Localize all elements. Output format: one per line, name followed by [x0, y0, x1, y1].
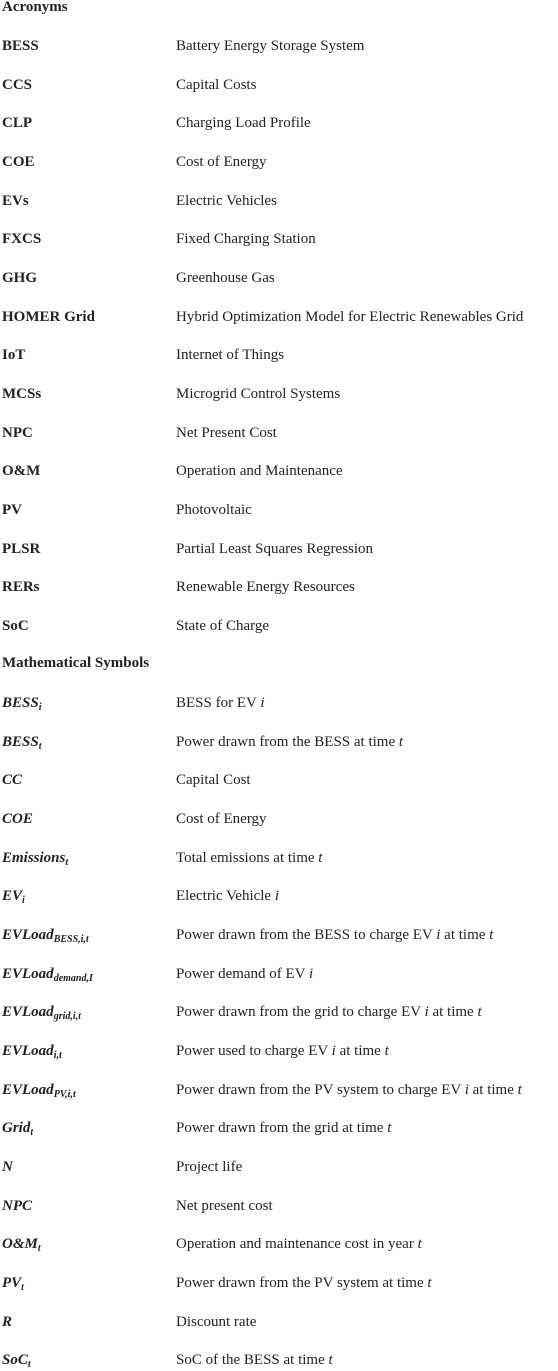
- symbol-term: [2, 1040, 62, 1062]
- symbol-subscript: t: [38, 740, 42, 752]
- symbol-definition: [176, 1349, 333, 1371]
- symbol-base: O&M: [2, 1236, 38, 1253]
- symbol-row: [0, 1040, 558, 1062]
- definition-text: BESS for EV: [176, 695, 261, 711]
- symbol-term: [2, 1233, 41, 1255]
- symbol-definition: [176, 1195, 273, 1217]
- symbol-base: SoC: [2, 1352, 28, 1369]
- acronym-row: [0, 499, 558, 521]
- definition-text: Operation and maintenance cost in year: [176, 1236, 418, 1253]
- acronym-definition: Photovoltaic: [176, 502, 252, 518]
- symbol-subscript: PV,i,t: [53, 1088, 76, 1100]
- acronym-term: BESS: [2, 38, 39, 54]
- acronym-term: RERs: [2, 579, 40, 596]
- math-variable: t: [427, 1275, 432, 1292]
- symbol-definition: [176, 1040, 389, 1062]
- symbol-subscript: t: [21, 1282, 24, 1294]
- definition-text: Power drawn from the PV system to charge EV: [176, 1081, 465, 1098]
- acronym-term: SoC: [2, 618, 29, 635]
- symbol-definition: [176, 808, 267, 830]
- acronym-term: PV: [2, 502, 22, 518]
- symbol-term: [2, 1349, 31, 1371]
- symbol-subscript: grid,i,t: [53, 1011, 81, 1023]
- acronym-row: [0, 422, 558, 444]
- acronym-definition: Capital Costs: [176, 76, 257, 93]
- symbol-term: [2, 847, 68, 869]
- symbol-term: [2, 808, 33, 830]
- symbol-base: EVLoad: [2, 1004, 54, 1021]
- definition-text: Power used to charge EV: [176, 1043, 332, 1059]
- definition-text: Total emissions at time: [176, 849, 319, 866]
- acronym-definition: Net Present Cost: [176, 424, 277, 441]
- acronym-term: NPC: [2, 424, 33, 441]
- symbol-term: [2, 1117, 33, 1139]
- acronym-row: [0, 35, 558, 57]
- definition-text: Cost of Energy: [176, 811, 267, 827]
- acronym-definition: Cost of Energy: [176, 154, 267, 170]
- acronym-definition: Internet of Things: [176, 347, 285, 364]
- acronym-row: [0, 74, 558, 96]
- symbol-row: [0, 847, 558, 869]
- acronym-row: [0, 538, 558, 560]
- symbol-term: [2, 963, 93, 985]
- symbol-base: Emissions: [2, 849, 66, 866]
- symbol-base: NPC: [2, 1197, 32, 1214]
- definition-text: Net present cost: [176, 1197, 273, 1214]
- symbol-row: [0, 924, 558, 946]
- acronym-definition: Renewable Energy Resources: [176, 579, 355, 596]
- symbol-term: [2, 692, 41, 714]
- symbol-base: EVLoad: [2, 927, 54, 943]
- math-variable: t: [517, 1081, 522, 1098]
- definition-text: Electric Vehicle: [176, 888, 275, 905]
- acronym-row: [0, 267, 558, 289]
- acronym-definition: Operation and Maintenance: [176, 463, 343, 480]
- symbol-base: EVLoad: [2, 1081, 54, 1098]
- acronym-row: [0, 190, 558, 212]
- acronym-definition: Microgrid Control Systems: [176, 386, 341, 402]
- math-variable: t: [489, 927, 494, 943]
- definition-text: at time: [428, 1004, 478, 1021]
- math-variable: i: [309, 965, 314, 982]
- definition-text: Discount rate: [176, 1313, 257, 1330]
- symbol-subscript: t: [65, 856, 69, 868]
- acronym-definition: State of Charge: [176, 618, 270, 635]
- symbol-row: [0, 1349, 558, 1371]
- math-variable: t: [398, 733, 404, 750]
- symbol-term: [2, 1272, 24, 1294]
- acronym-term: CCS: [2, 76, 33, 93]
- definition-text: Power drawn from the grid to charge EV: [176, 1004, 425, 1021]
- symbol-row: [0, 1195, 558, 1217]
- acronym-definition: Charging Load Profile: [176, 115, 311, 132]
- symbol-row: [0, 963, 558, 985]
- symbol-row: [0, 1117, 558, 1139]
- definition-text: Power demand of EV: [176, 965, 310, 982]
- symbol-subscript: i: [22, 895, 25, 907]
- symbol-base: EVLoad: [2, 965, 54, 982]
- definition-text: at time: [335, 1043, 385, 1059]
- acronym-row: [0, 383, 558, 405]
- symbol-term: [2, 769, 22, 791]
- symbol-term: [2, 1156, 13, 1178]
- symbol-subscript: i,t: [53, 1050, 62, 1061]
- symbol-subscript: i: [38, 702, 42, 713]
- symbol-term: [2, 1079, 76, 1101]
- acronym-term: O&M: [2, 463, 41, 480]
- symbol-row: [0, 1272, 558, 1294]
- definition-text: Power drawn from the BESS at time: [176, 733, 399, 750]
- symbol-term: [2, 885, 25, 907]
- symbol-term: [2, 1311, 12, 1333]
- symbol-term: [2, 924, 89, 946]
- acronym-term: GHG: [2, 270, 38, 286]
- math-variable: t: [328, 1352, 333, 1369]
- acronym-row: [0, 344, 558, 366]
- acronyms-heading: Acronyms: [2, 0, 68, 15]
- symbol-row: [0, 885, 558, 907]
- math-variable: i: [436, 927, 441, 943]
- symbol-base: BESS: [2, 733, 39, 750]
- symbol-row: [0, 808, 558, 830]
- symbol-row: [0, 1001, 558, 1023]
- math-variable: t: [387, 1120, 392, 1137]
- math-variable: t: [417, 1236, 422, 1253]
- acronym-row: [0, 576, 558, 598]
- symbols-heading: Mathematical Symbols: [2, 655, 150, 671]
- symbol-definition: [176, 1272, 432, 1294]
- symbol-row: [0, 769, 558, 791]
- symbol-definition: [176, 885, 279, 907]
- math-variable: i: [260, 695, 265, 711]
- definition-text: SoC of the BESS at time: [176, 1352, 329, 1369]
- definition-text: at time: [468, 1081, 518, 1098]
- acronym-term: HOMER Grid: [2, 308, 95, 325]
- acronym-term: IoT: [2, 347, 26, 364]
- acronym-term: MCSs: [2, 386, 42, 402]
- symbol-base: EVLoad: [2, 1043, 54, 1059]
- definition-text: Power drawn from the PV system at time: [176, 1275, 428, 1292]
- symbol-definition: [176, 1117, 391, 1139]
- symbol-definition: [176, 1079, 522, 1101]
- symbol-definition: [176, 769, 251, 791]
- symbol-definition: [176, 692, 265, 714]
- acronym-row: [0, 228, 558, 250]
- symbol-subscript: BESS,i,t: [53, 934, 89, 945]
- math-variable: i: [274, 888, 280, 905]
- symbol-base: Grid: [2, 1120, 31, 1137]
- acronym-term: FXCS: [2, 231, 42, 248]
- symbol-subscript: demand,I: [53, 972, 93, 984]
- symbol-definition: [176, 924, 493, 946]
- acronym-definition: Partial Least Squares Regression: [176, 540, 374, 557]
- symbol-subscript: t: [27, 1359, 31, 1371]
- symbol-definition: [176, 963, 313, 985]
- math-variable: i: [331, 1043, 336, 1059]
- acronym-row: [0, 112, 558, 134]
- symbol-definition: [176, 731, 403, 753]
- acronym-term: EVs: [2, 192, 29, 209]
- symbol-row: [0, 692, 558, 714]
- symbol-term: [2, 1001, 81, 1023]
- acronym-definition: Electric Vehicles: [176, 192, 277, 209]
- acronym-row: [0, 460, 558, 482]
- symbol-definition: [176, 1156, 242, 1178]
- symbol-definition: [176, 1001, 482, 1023]
- acronym-row: [0, 306, 558, 328]
- symbol-term: [2, 731, 41, 753]
- symbol-row: [0, 1079, 558, 1101]
- definition-text: Power drawn from the BESS to charge EV: [176, 927, 437, 943]
- definition-text: Project life: [176, 1159, 243, 1175]
- acronym-definition: Battery Energy Storage System: [176, 38, 365, 54]
- symbol-base: EV: [2, 888, 23, 905]
- symbol-base: PV: [2, 1275, 22, 1292]
- symbol-row: [0, 1156, 558, 1178]
- symbol-definition: [176, 1311, 256, 1333]
- symbol-row: [0, 1233, 558, 1255]
- symbol-base: R: [2, 1313, 13, 1330]
- math-variable: i: [464, 1081, 469, 1098]
- acronym-row: [0, 615, 558, 637]
- math-variable: t: [318, 849, 323, 866]
- definition-text: at time: [440, 927, 490, 943]
- acronym-term: CLP: [2, 115, 32, 132]
- symbol-base: CC: [2, 772, 23, 789]
- symbol-subscript: t: [37, 1243, 41, 1255]
- acronym-row: [0, 151, 558, 173]
- math-variable: t: [477, 1004, 482, 1021]
- acronym-term: PLSR: [2, 540, 41, 557]
- symbol-base: N: [2, 1159, 13, 1175]
- math-variable: i: [424, 1004, 429, 1021]
- acronym-definition: Fixed Charging Station: [176, 231, 316, 248]
- acronym-term: COE: [2, 154, 35, 170]
- symbol-definition: [176, 1233, 422, 1255]
- symbol-definition: [176, 847, 322, 869]
- symbol-row: [0, 1311, 558, 1333]
- acronym-definition: Greenhouse Gas: [176, 270, 275, 286]
- symbol-base: BESS: [2, 695, 39, 711]
- math-variable: t: [384, 1043, 389, 1059]
- symbol-base: COE: [2, 811, 33, 827]
- symbol-subscript: t: [30, 1127, 34, 1139]
- definition-text: Capital Cost: [176, 772, 251, 789]
- definition-text: Power drawn from the grid at time: [176, 1120, 388, 1137]
- symbol-term: [2, 1195, 32, 1217]
- symbol-row: [0, 731, 558, 753]
- acronym-definition: Hybrid Optimization Model for Electric Renewables Grid: [176, 308, 524, 325]
